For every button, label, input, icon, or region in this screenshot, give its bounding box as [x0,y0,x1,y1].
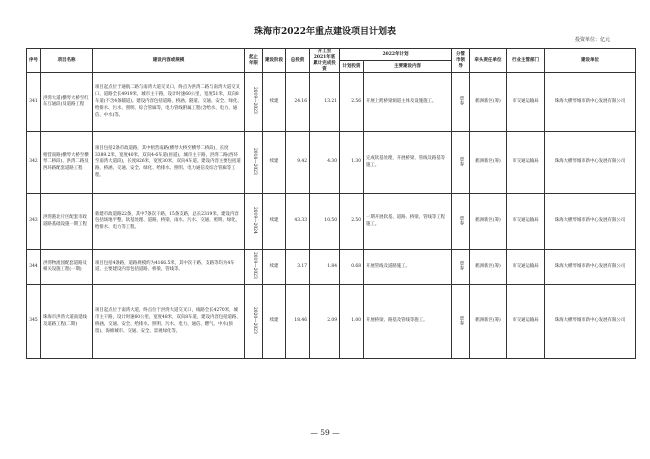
cell-industry: 市交通运输局 [507,73,545,132]
header-cumulative: 开工至2021年底累计完成投资 [310,49,340,73]
cell-stage: 续建 [263,73,286,132]
cell-seq: 341 [27,73,41,132]
cell-plan-content: 完成软基处理，开展桥梁、管线及路基等施工。 [364,132,452,194]
cell-lead-unit: 鹤洲新区(筹) [470,250,507,285]
table-row [27,250,636,285]
cell-text: 2019—2023 [251,252,257,279]
cell-seq: 343 [27,194,41,250]
cell-industry: 市交通运输局 [507,194,545,250]
cell-industry: 市交通运输局 [507,250,545,285]
cell-name: 洪湾物流园配套道路及相关设施工程(一期) [41,250,93,285]
cell-text: 覃春 [458,156,464,166]
cell-seq: 344 [27,250,41,285]
table-row [27,194,636,250]
cell-text: 覃春 [458,261,464,270]
header-leader: 分管市领导 [452,49,470,73]
page-number: — 59 — [310,428,340,437]
cell-name: 洪湾大道(横琴大桥至红东互通段)及道路工程 [41,73,93,132]
cell-years [245,250,263,285]
cell-content: 新建市政道路22条，其中7条次干路，15条支路，总长2319米。建设内容包括场地平整、软基处理、道路、桥梁、雨水、污水、交通、照明、绿化、给排水、电力等工程。 [93,194,245,250]
table-row [27,285,636,359]
cell-content: 项目起点位于南湾大道，终点位于洪湾大道交叉口，线路全长4270米，城市主干路，设计时速60公里，宽度48米，双向8车道，建设内容包括道路、桥涵、交通、安全、给排水、照明、污水、电力、通信、燃气、中水(预留)、海绵城市、交通、安全、景观绿化等。 [93,285,245,359]
header-lead-unit: 牵头责任单位 [470,49,507,73]
cell-lead-unit: 鹤洲新区(筹) [470,132,507,194]
cell-seq: 345 [27,285,41,359]
cell-industry: 市交通运输局 [507,285,545,359]
table-row [27,132,636,194]
cell-cumulative: 13.21 [310,73,340,132]
cell-total: 3.17 [286,250,310,285]
cell-cumulative: 2.09 [310,285,340,359]
page-title: 珠海市2022年重点建设项目计划表 [253,27,397,37]
cell-years [245,285,263,359]
cell-stage: 续建 [263,194,286,250]
cell-plan-invest: 0.68 [340,250,364,285]
table-row [27,73,636,132]
cell-years [245,132,263,194]
cell-leader [452,250,470,285]
cell-text: 2019—2023 [251,87,257,114]
header-years: 起止年限 [245,49,263,73]
cell-stage: 续建 [263,285,286,359]
cell-cumulative: 1.84 [310,250,340,285]
cell-plan-content: 开展上跨桥梁洞道主体及设施施工。 [364,73,452,132]
cell-lead-unit: 鹤洲新区(筹) [470,194,507,250]
header-total: 总投资 [286,49,310,73]
cell-seq: 342 [27,132,41,194]
header-stage: 建设阶段 [263,49,286,73]
cell-text: 2018—2023 [251,147,257,175]
header-content: 建设内容或规模 [93,49,245,73]
cell-plan-invest: 2.56 [340,73,364,132]
cell-total: 43.33 [286,194,310,250]
cell-total: 18.46 [286,285,310,359]
cell-total: 9.42 [286,132,310,194]
cell-builder: 珠海大横琴城市新中心发展有限公司 [545,73,636,132]
cell-name: 洪湾港北片区配套市政道路基础设施一期工程 [41,194,93,250]
cell-name: 珠海市洪湾大道南延线及道路工程(二期) [41,285,93,359]
cell-leader [452,285,470,359]
cell-cumulative: 10.50 [310,194,340,250]
cell-plan-content: 开展桥梁、路基及管线等施工。 [364,285,452,359]
cell-text: 覃春 [458,315,464,325]
header-industry: 行业主管部门 [507,49,545,73]
cell-stage: 续建 [263,132,286,194]
cell-lead-unit: 鹤洲新区(筹) [470,73,507,132]
cell-industry: 市交通运输局 [507,132,545,194]
investment-unit-note: 投资单位：亿元 [575,37,611,43]
header-plan-content: 主要建设内容 [364,61,452,73]
cell-plan-invest: 1.30 [340,132,364,194]
header-builder: 建设单位 [545,49,636,73]
cell-stage: 续建 [263,250,286,285]
cell-leader [452,132,470,194]
cell-total: 24.16 [286,73,310,132]
header-plan-invest: 计划投资 [340,61,364,73]
cell-cumulative: 4.30 [310,132,340,194]
cell-builder: 珠海大横琴城市新中心发展有限公司 [545,285,636,359]
cell-text: 2019—2024 [251,206,257,234]
cell-text: 覃春 [458,96,464,105]
cell-builder: 珠海大横琴城市新中心发展有限公司 [545,132,636,194]
cell-content: 项目包括2条市政道路，其中梧营南路(横琴大桥至横琴二桥段)，长度3389.2米，宽度40米，双向4-6车道(匝道)，城市主干路，洪湾二路(西环至南湾大道段)，长度826米，宽度30米，双向4车道。建设内容主要包括道路、桥涵、交通、安全、绿化、给排水、照明、电力通信及综合管廊等工程。 [93,132,245,194]
cell-years [245,194,263,250]
cell-leader [452,73,470,132]
cell-content: 项目起点位于通航二路与南湾大道交叉口，终点为洪湾二路与南湾大道交叉口，道路全长4919米，城市主干路，设计时速60公里，宽度51米，双向8车道(不含4条辅道)。建设内容包括道路、桥涵、隧道、交通、安全、绿化、给排水、污水、照明、综合管廊等，电力管线附属工程(含给水、电力、通信、中水)等。 [93,73,245,132]
cell-builder: 珠海大横琴城市新中心发展有限公司 [545,250,636,285]
header-name: 项目名称 [41,49,93,73]
cell-name: 梧营南路(横琴大桥至横琴二桥段)、洪湾二路及西环路配套道路工程 [41,132,93,194]
cell-builder: 珠海大横琴城市新中心发展有限公司 [545,194,636,250]
cell-plan-invest: 1.00 [340,285,364,359]
cell-content: 项目包括4条路，道路规模约为4166.5米，其中次干路、支路等均为4车道，主要建设内容包括道路、桥梁、管线等。 [93,250,245,285]
project-plan-table [26,48,636,359]
cell-plan-content: 开展管线及道路施工。 [364,250,452,285]
cell-plan-content: 一期开展软基、道路、桥梁、管线等工程施工。 [364,194,452,250]
header-seq: 序号 [27,49,41,73]
header-plan-group: 2022年计划 [340,49,452,61]
cell-text: 2020—2023 [251,306,257,334]
cell-leader [452,194,470,250]
cell-plan-invest: 2.50 [340,194,364,250]
cell-text: 覃春 [458,215,464,225]
cell-years [245,73,263,132]
cell-lead-unit: 鹤洲新区(筹) [470,285,507,359]
